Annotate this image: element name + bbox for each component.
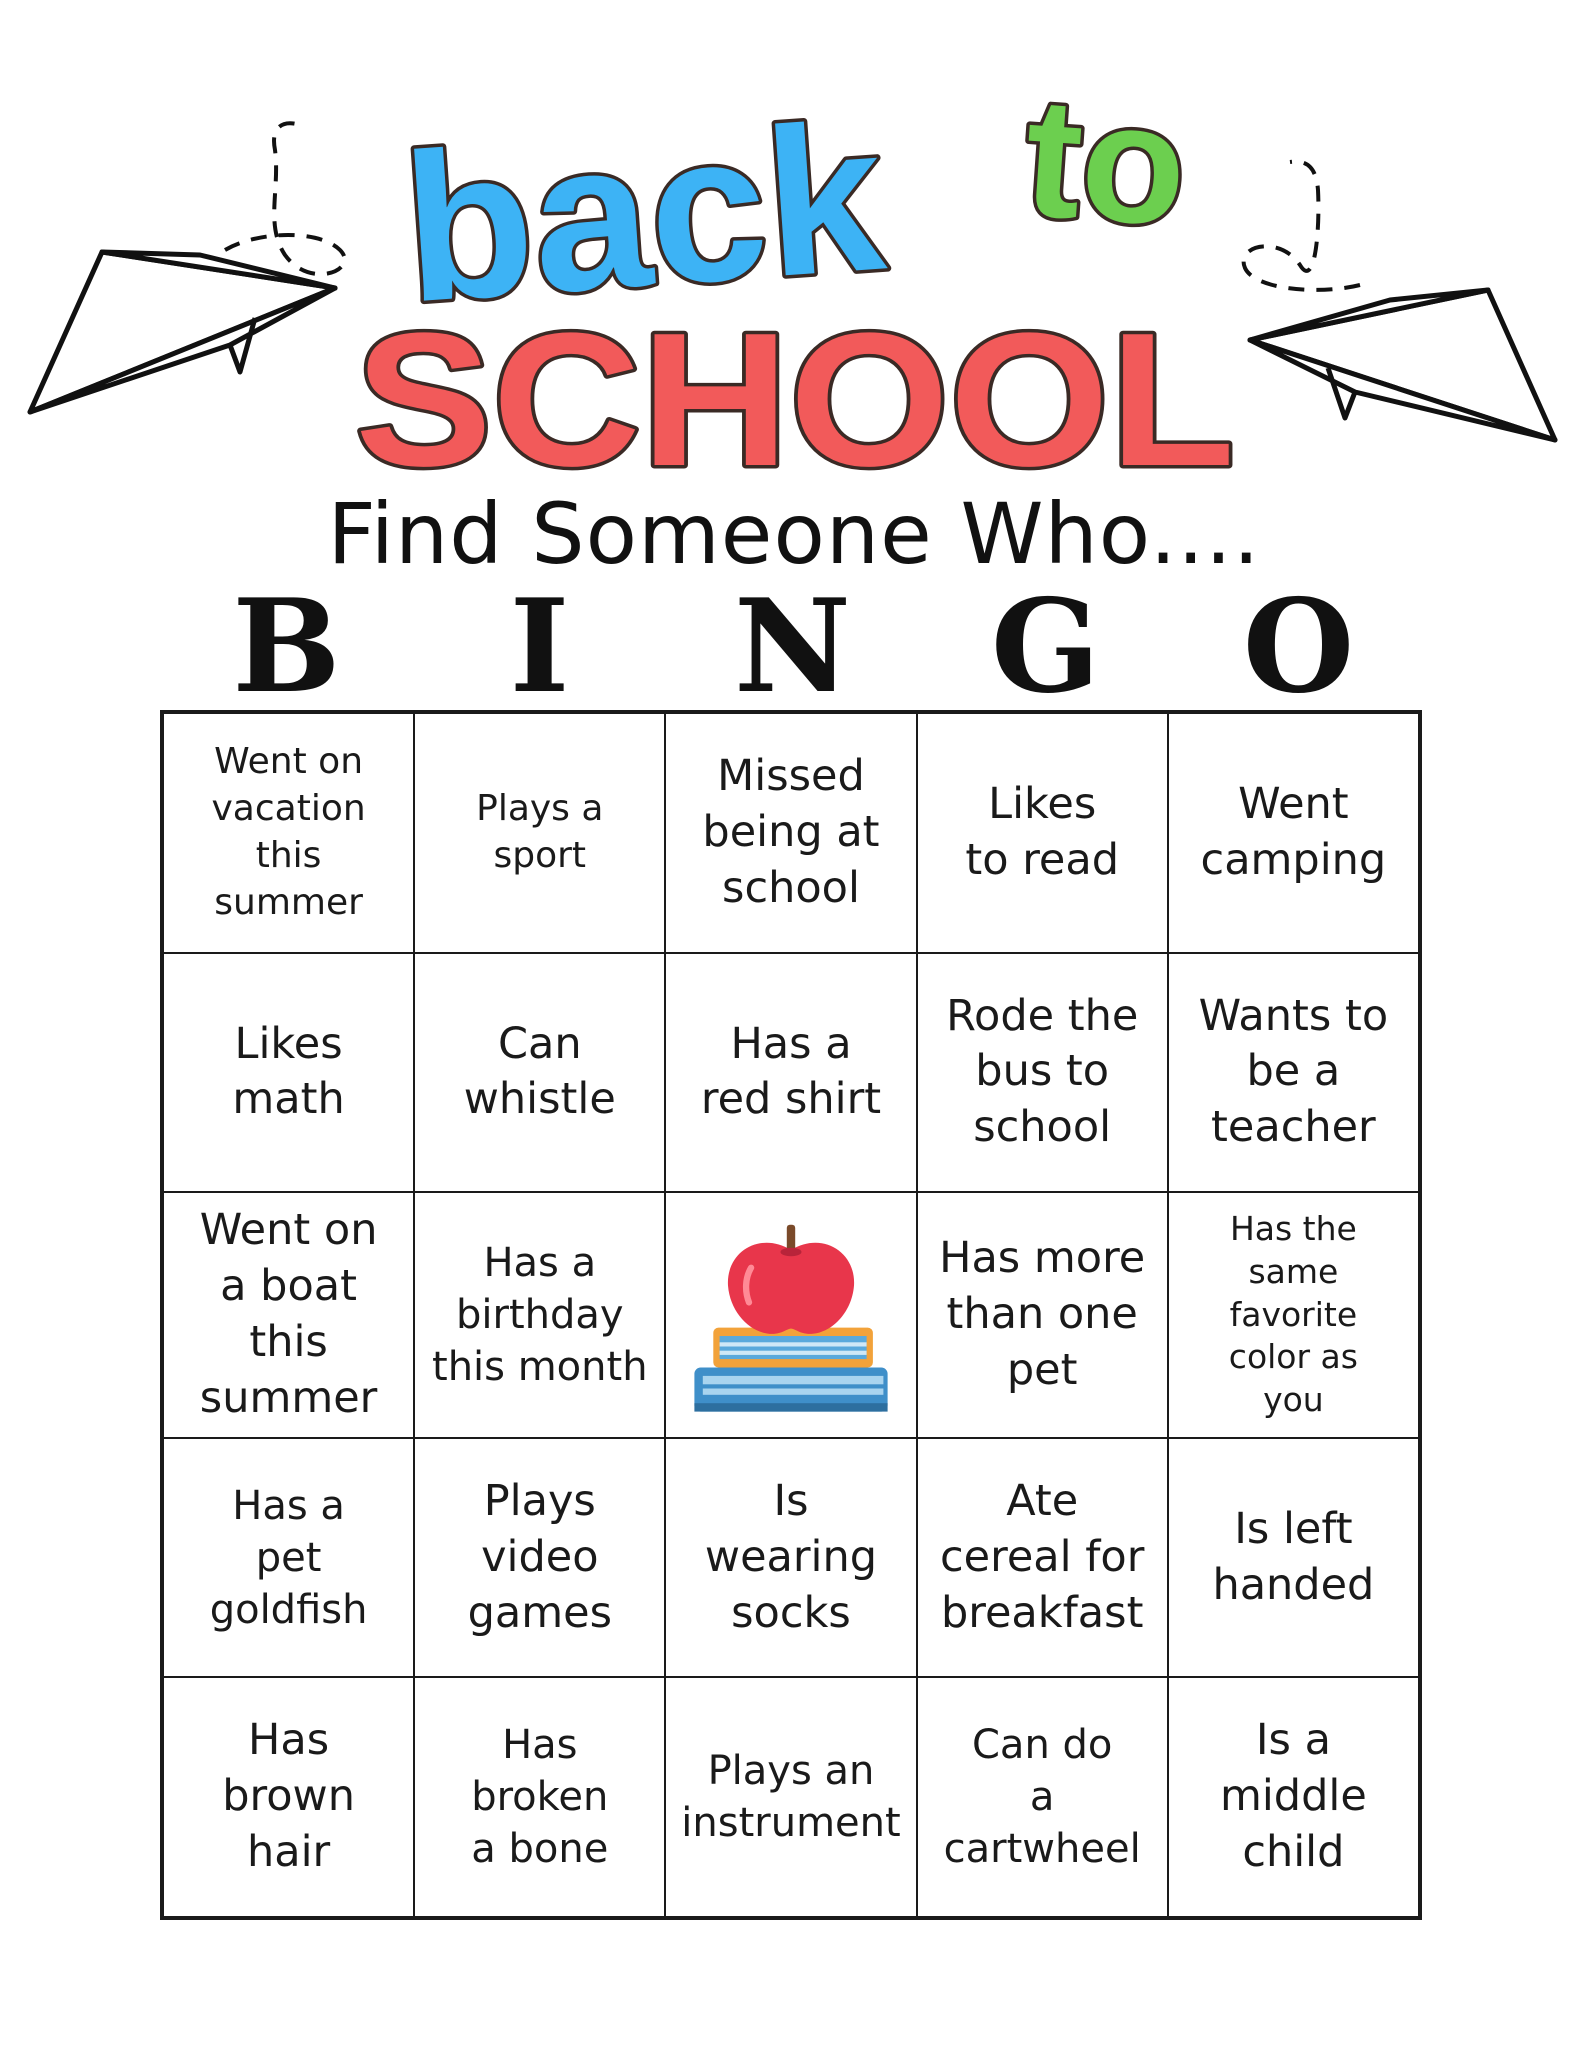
bingo-cell[interactable]: Has a birthday this month bbox=[414, 1192, 665, 1438]
bingo-grid bbox=[160, 710, 1422, 1920]
bingo-cell[interactable]: Is a middle child bbox=[1168, 1677, 1419, 1917]
paper-airplane-right-icon bbox=[1250, 290, 1555, 440]
title-word-back: back bbox=[396, 78, 891, 347]
bingo-cell[interactable]: Has a pet goldfish bbox=[163, 1438, 414, 1678]
bingo-cell[interactable]: Is wearing socks bbox=[665, 1438, 916, 1678]
dashed-trail-left bbox=[225, 123, 345, 274]
bingo-letter-o: O bbox=[1242, 572, 1355, 722]
bingo-cell[interactable]: Went on a boat this summer bbox=[163, 1192, 414, 1438]
bingo-cell[interactable]: Wants to be a teacher bbox=[1168, 953, 1419, 1193]
bingo-cell[interactable]: Likes to read bbox=[917, 713, 1168, 953]
title-word-school: SCHOOL bbox=[355, 294, 1235, 500]
paper-airplane-left-icon bbox=[30, 252, 335, 412]
dashed-trail-right bbox=[1244, 162, 1360, 290]
bingo-cell[interactable]: Has a red shirt bbox=[665, 953, 916, 1193]
bingo-letter-b: B bbox=[232, 572, 341, 722]
bingo-cell[interactable]: Likes math bbox=[163, 953, 414, 1193]
free-space-cell[interactable] bbox=[665, 1192, 916, 1438]
bingo-cell[interactable]: Plays video games bbox=[414, 1438, 665, 1678]
bingo-cell[interactable]: Has the same favorite color as you bbox=[1168, 1192, 1419, 1438]
bingo-cell[interactable]: Is left handed bbox=[1168, 1438, 1419, 1678]
bingo-letter-i: I bbox=[509, 572, 570, 722]
title-word-to: to bbox=[1018, 61, 1193, 263]
bingo-cell[interactable]: Plays an instrument bbox=[665, 1677, 916, 1917]
bingo-letter-n: N bbox=[734, 572, 851, 722]
bingo-cell[interactable]: Can whistle bbox=[414, 953, 665, 1193]
header-artwork bbox=[0, 0, 1588, 500]
bingo-header bbox=[160, 572, 1428, 722]
bingo-cell[interactable]: Plays a sport bbox=[414, 713, 665, 953]
bingo-letter-g: G bbox=[990, 572, 1101, 722]
bingo-cell[interactable]: Rode the bus to school bbox=[917, 953, 1168, 1193]
subtitle: Find Someone Who.... bbox=[327, 485, 1261, 583]
bingo-cell[interactable]: Went on vacation this summer bbox=[163, 713, 414, 953]
bingo-cell[interactable]: Has brown hair bbox=[163, 1677, 414, 1917]
bingo-cell[interactable]: Went camping bbox=[1168, 713, 1419, 953]
bingo-cell[interactable]: Has broken a bone bbox=[414, 1677, 665, 1917]
apple-on-books-icon bbox=[686, 1210, 896, 1420]
bingo-cell[interactable]: Ate cereal for breakfast bbox=[917, 1438, 1168, 1678]
bingo-cell[interactable]: Missed being at school bbox=[665, 713, 916, 953]
bingo-cell[interactable]: Can do a cartwheel bbox=[917, 1677, 1168, 1917]
bingo-cell[interactable]: Has more than one pet bbox=[917, 1192, 1168, 1438]
